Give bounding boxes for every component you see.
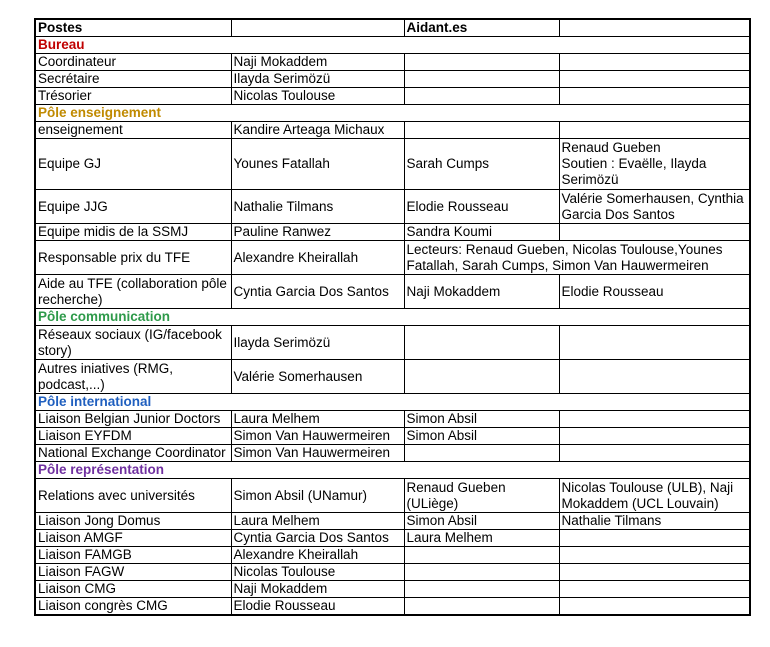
member-cell	[559, 428, 750, 445]
member-cell: Laura Melhem	[231, 513, 404, 530]
member-cell: Renaud Gueben (ULiège)	[404, 479, 559, 513]
member-cell	[559, 564, 750, 581]
role-cell: Aide au TFE (collaboration pôle recherche)	[35, 275, 231, 309]
role-cell: Responsable prix du TFE	[35, 241, 231, 275]
role-cell: Liaison AMGF	[35, 530, 231, 547]
member-cell: Elodie Rousseau	[559, 275, 750, 309]
member-cell: Lecteurs: Renaud Gueben, Nicolas Toulouse,Younes Fatallah, Sarah Cumps, Simon Van Hauwermeiren	[404, 241, 750, 275]
table-row	[35, 513, 750, 530]
member-cell: Laura Melhem	[231, 411, 404, 428]
member-cell	[559, 581, 750, 598]
member-cell	[559, 411, 750, 428]
section-title: Pôle représentation	[35, 462, 750, 479]
header-cell: Aidant.es	[404, 19, 559, 37]
table-row	[35, 581, 750, 598]
table-row	[35, 139, 750, 190]
role-cell: Liaison CMG	[35, 581, 231, 598]
role-cell: Equipe midis de la SSMJ	[35, 224, 231, 241]
table-row	[35, 598, 750, 616]
table-row	[35, 122, 750, 139]
role-cell: Liaison EYFDM	[35, 428, 231, 445]
section-row	[35, 309, 750, 326]
member-cell	[404, 88, 559, 105]
table-row	[35, 326, 750, 360]
header-cell	[231, 19, 404, 37]
table-row	[35, 428, 750, 445]
member-cell: Simon Absil	[404, 513, 559, 530]
member-cell: Valérie Somerhausen, Cynthia Garcia Dos Santos	[559, 190, 750, 224]
member-cell: Alexandre Kheirallah	[231, 241, 404, 275]
member-cell: Cyntia Garcia Dos Santos	[231, 530, 404, 547]
member-cell	[559, 122, 750, 139]
member-cell: Simon Absil	[404, 411, 559, 428]
member-cell: Younes Fatallah	[231, 139, 404, 190]
member-cell: Nicolas Toulouse	[231, 88, 404, 105]
member-cell: Laura Melhem	[404, 530, 559, 547]
member-cell: Naji Mokaddem	[404, 275, 559, 309]
member-cell: Simon Absil (UNamur)	[231, 479, 404, 513]
member-cell: Valérie Somerhausen	[231, 360, 404, 394]
member-cell	[404, 326, 559, 360]
roles-table	[34, 18, 751, 616]
member-cell	[404, 564, 559, 581]
role-cell: Liaison Jong Domus	[35, 513, 231, 530]
section-title: Bureau	[35, 37, 750, 54]
section-title: Pôle communication	[35, 309, 750, 326]
member-cell	[404, 71, 559, 88]
member-cell: Alexandre Kheirallah	[231, 547, 404, 564]
member-cell	[404, 445, 559, 462]
member-cell: Kandire Arteaga Michaux	[231, 122, 404, 139]
table-row	[35, 88, 750, 105]
table-row	[35, 547, 750, 564]
member-cell: Ilayda Serimözü	[231, 71, 404, 88]
member-cell: Simon Van Hauwermeiren	[231, 428, 404, 445]
table-row	[35, 479, 750, 513]
header-cell: Postes	[35, 19, 231, 37]
member-cell: Sandra Koumi	[404, 224, 559, 241]
member-cell	[559, 530, 750, 547]
role-cell: Réseaux sociaux (IG/facebook story)	[35, 326, 231, 360]
member-cell	[559, 598, 750, 616]
section-row	[35, 105, 750, 122]
member-cell: Nathalie Tilmans	[231, 190, 404, 224]
member-cell: Ilayda Serimözü	[231, 326, 404, 360]
role-cell: Equipe GJ	[35, 139, 231, 190]
role-cell: enseignement	[35, 122, 231, 139]
table-row	[35, 241, 750, 275]
member-cell	[404, 360, 559, 394]
table-row	[35, 54, 750, 71]
header-row	[35, 19, 750, 37]
table-row	[35, 530, 750, 547]
member-cell	[559, 360, 750, 394]
role-cell: Liaison FAGW	[35, 564, 231, 581]
member-cell: Nicolas Toulouse	[231, 564, 404, 581]
member-cell	[559, 88, 750, 105]
member-cell	[559, 445, 750, 462]
member-cell	[559, 547, 750, 564]
member-cell	[559, 326, 750, 360]
member-cell: Sarah Cumps	[404, 139, 559, 190]
member-cell: Cyntia Garcia Dos Santos	[231, 275, 404, 309]
member-cell: Naji Mokaddem	[231, 581, 404, 598]
table-row	[35, 71, 750, 88]
member-cell: Simon Absil	[404, 428, 559, 445]
roles-table-body	[35, 19, 750, 615]
role-cell: Equipe JJG	[35, 190, 231, 224]
header-cell	[559, 19, 750, 37]
role-cell: Relations avec universités	[35, 479, 231, 513]
member-cell	[404, 54, 559, 71]
section-row	[35, 462, 750, 479]
role-cell: Autres iniatives (RMG, podcast,...)	[35, 360, 231, 394]
member-cell: Renaud Gueben Soutien : Evaëlle, Ilayda Serimözü	[559, 139, 750, 190]
role-cell: Coordinateur	[35, 54, 231, 71]
member-cell: Nicolas Toulouse (ULB), Naji Mokaddem (UCL Louvain)	[559, 479, 750, 513]
table-row	[35, 190, 750, 224]
table-row	[35, 360, 750, 394]
member-cell	[559, 224, 750, 241]
role-cell: Trésorier	[35, 88, 231, 105]
role-cell: Liaison congrès CMG	[35, 598, 231, 616]
member-cell	[404, 581, 559, 598]
member-cell: Pauline Ranwez	[231, 224, 404, 241]
section-row	[35, 37, 750, 54]
table-row	[35, 445, 750, 462]
member-cell	[404, 547, 559, 564]
section-title: Pôle international	[35, 394, 750, 411]
member-cell	[559, 54, 750, 71]
table-row	[35, 275, 750, 309]
member-cell	[404, 122, 559, 139]
role-cell: Liaison FAMGB	[35, 547, 231, 564]
member-cell: Nathalie Tilmans	[559, 513, 750, 530]
section-title: Pôle enseignement	[35, 105, 750, 122]
table-row	[35, 411, 750, 428]
role-cell: Liaison Belgian Junior Doctors	[35, 411, 231, 428]
member-cell: Naji Mokaddem	[231, 54, 404, 71]
member-cell: Simon Van Hauwermeiren	[231, 445, 404, 462]
member-cell	[404, 598, 559, 616]
table-row	[35, 224, 750, 241]
table-row	[35, 564, 750, 581]
role-cell: National Exchange Coordinator	[35, 445, 231, 462]
member-cell: Elodie Rousseau	[231, 598, 404, 616]
section-row	[35, 394, 750, 411]
role-cell: Secrétaire	[35, 71, 231, 88]
member-cell: Elodie Rousseau	[404, 190, 559, 224]
member-cell	[559, 71, 750, 88]
